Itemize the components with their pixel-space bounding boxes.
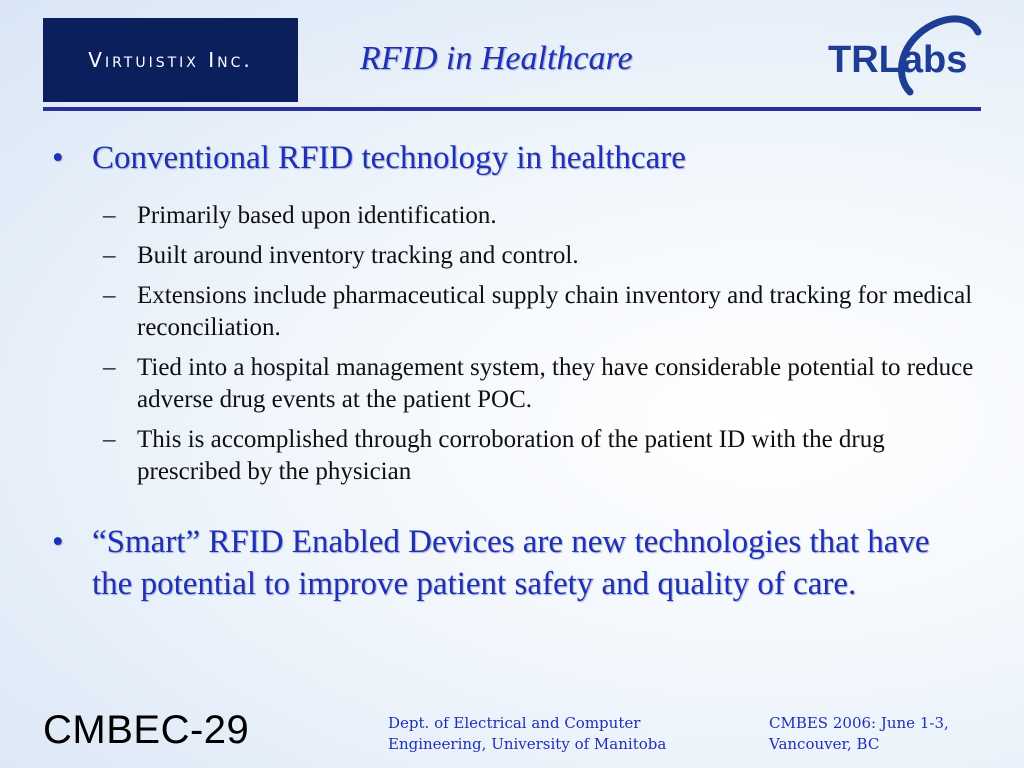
dash-marker: – bbox=[103, 282, 116, 309]
sub-bullet-list bbox=[103, 200, 983, 496]
footer-department bbox=[388, 713, 728, 755]
dash-marker: – bbox=[103, 426, 116, 453]
footer-event-line: CMBES 2006: June 1-3, bbox=[769, 714, 949, 732]
slide-title: RFID in Healthcare bbox=[360, 40, 633, 77]
dash-marker: – bbox=[103, 242, 116, 269]
sub-bullet-item bbox=[103, 240, 983, 272]
virtuistix-logo-text: Virtuistix Inc. bbox=[88, 48, 253, 72]
sub-bullet-text: Built around inventory tracking and control. bbox=[137, 242, 579, 269]
sub-bullet-text: This is accomplished through corroboration of the patient ID with the drug prescribed by the physician bbox=[137, 426, 885, 485]
bullet-marker: • bbox=[52, 524, 64, 560]
sub-bullet-item bbox=[103, 424, 983, 488]
bullet-marker: • bbox=[52, 140, 64, 176]
footer-event bbox=[769, 713, 1009, 755]
sub-bullet-item bbox=[103, 200, 983, 232]
sub-bullet-item bbox=[103, 352, 983, 416]
dash-marker: – bbox=[103, 202, 116, 229]
footer-conference-id: CMBEC-29 bbox=[43, 708, 250, 752]
bullet-text: Conventional RFID technology in healthcare bbox=[92, 140, 686, 176]
virtuistix-logo bbox=[43, 18, 298, 102]
trlabs-logo-text: TRLabs bbox=[828, 39, 968, 81]
sub-bullet-text: Primarily based upon identification. bbox=[137, 202, 497, 229]
sub-bullet-item bbox=[103, 280, 983, 344]
bullet-conventional-rfid bbox=[52, 137, 972, 179]
bullet-text: “Smart” RFID Enabled Devices are new technologies that have the potential to improve patient safety and quality of care. bbox=[92, 524, 930, 602]
bullet-smart-rfid bbox=[52, 521, 972, 605]
trlabs-logo bbox=[822, 6, 992, 102]
footer-department-line: Engineering, University of Manitoba bbox=[388, 735, 667, 753]
footer-event-line: Vancouver, BC bbox=[769, 735, 880, 753]
header-divider bbox=[43, 107, 981, 111]
dash-marker: – bbox=[103, 354, 116, 381]
footer-department-line: Dept. of Electrical and Computer bbox=[388, 714, 641, 732]
sub-bullet-text: Tied into a hospital management system, they have considerable potential to reduce adverse drug events at the patient POC. bbox=[137, 354, 974, 413]
sub-bullet-text: Extensions include pharmaceutical supply chain inventory and tracking for medical reconciliation. bbox=[137, 282, 973, 341]
